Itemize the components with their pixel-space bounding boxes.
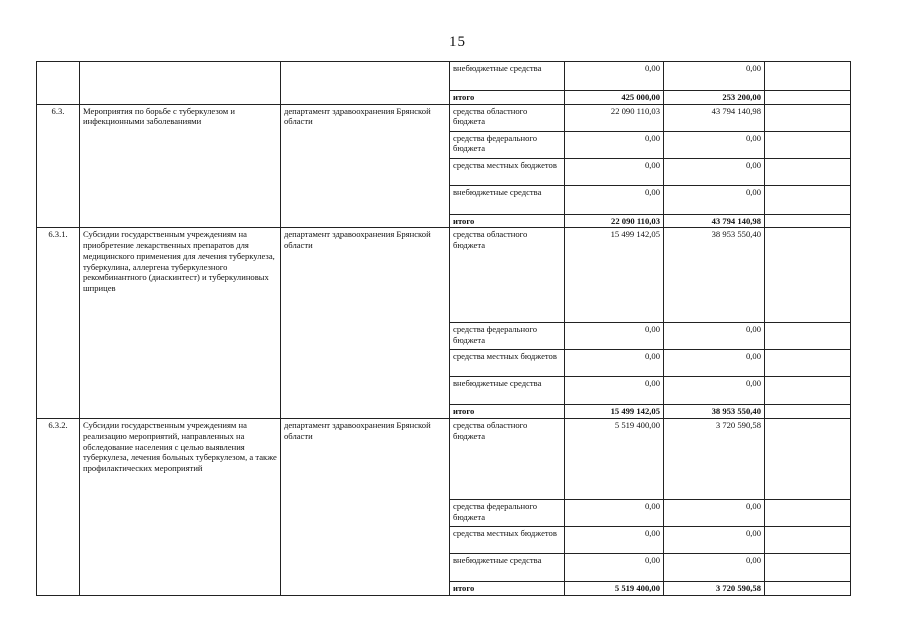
value-col1: 0,00 [565,527,664,554]
extra-cell [765,104,851,131]
row-number: 6.3. [37,104,80,228]
funding-source: средства областного бюджета [450,228,565,323]
row-name: Субсидии государственным учреждениям на реализацию мероприятий, направленных на обследование населения с целью выявления туберкулеза, лечения больных туберкулезом, а также профилактических мероприятий [80,419,281,596]
value-col2: 0,00 [664,350,765,377]
value-col2: 0,00 [664,158,765,185]
value-col1: 0,00 [565,554,664,582]
row-number: 6.3.1. [37,228,80,419]
extra-cell [765,350,851,377]
extra-cell [765,405,851,419]
funding-source: внебюджетные средства [450,62,565,91]
value-col1: 22 090 110,03 [565,104,664,131]
extra-cell [765,323,851,350]
extra-cell [765,554,851,582]
funding-source: итого [450,405,565,419]
extra-cell [765,131,851,158]
value-col2: 0,00 [664,500,765,527]
funding-source: внебюджетные средства [450,377,565,405]
funding-source: средства федерального бюджета [450,131,565,158]
value-col2: 0,00 [664,62,765,91]
row-department [281,62,450,105]
funding-source: внебюджетные средства [450,185,565,214]
funding-source: средства областного бюджета [450,104,565,131]
extra-cell [765,91,851,105]
row-department: департамент здравоохранения Брянской области [281,228,450,419]
funding-source: средства федерального бюджета [450,500,565,527]
extra-cell [765,527,851,554]
value-col2: 253 200,00 [664,91,765,105]
extra-cell [765,185,851,214]
extra-cell [765,500,851,527]
extra-cell [765,214,851,228]
table-row [37,62,851,91]
funding-source: средства местных бюджетов [450,350,565,377]
value-col2: 3 720 590,58 [664,582,765,596]
value-col2: 0,00 [664,131,765,158]
value-col2: 0,00 [664,554,765,582]
value-col2: 0,00 [664,185,765,214]
value-col2: 38 953 550,40 [664,228,765,323]
extra-cell [765,419,851,500]
table-row [37,228,851,323]
value-col2: 0,00 [664,323,765,350]
value-col2: 0,00 [664,377,765,405]
value-col1: 0,00 [565,377,664,405]
extra-cell [765,377,851,405]
extra-cell [765,62,851,91]
value-col1: 0,00 [565,131,664,158]
funding-source: итого [450,214,565,228]
value-col2: 43 794 140,98 [664,214,765,228]
row-number [37,62,80,105]
row-number: 6.3.2. [37,419,80,596]
funding-source: средства местных бюджетов [450,158,565,185]
table-row [37,104,851,131]
row-name: Мероприятия по борьбе с туберкулезом и инфекционными заболеваниями [80,104,281,228]
row-department: департамент здравоохранения Брянской области [281,419,450,596]
value-col1: 15 499 142,05 [565,228,664,323]
funding-source: итого [450,582,565,596]
value-col1: 0,00 [565,500,664,527]
value-col1: 425 000,00 [565,91,664,105]
extra-cell [765,158,851,185]
value-col1: 0,00 [565,62,664,91]
row-department: департамент здравоохранения Брянской области [281,104,450,228]
value-col2: 43 794 140,98 [664,104,765,131]
value-col1: 0,00 [565,323,664,350]
value-col1: 22 090 110,03 [565,214,664,228]
row-name [80,62,281,105]
value-col2: 38 953 550,40 [664,405,765,419]
value-col1: 0,00 [565,158,664,185]
funding-source: внебюджетные средства [450,554,565,582]
extra-cell [765,582,851,596]
value-col1: 0,00 [565,185,664,214]
value-col2: 3 720 590,58 [664,419,765,500]
funding-source: итого [450,91,565,105]
funding-source: средства областного бюджета [450,419,565,500]
funding-source: средства федерального бюджета [450,323,565,350]
budget-table [36,61,851,596]
row-name: Субсидии государственным учреждениям на приобретение лекарственных препаратов для медицинского применения для лечения туберкулеза, туберкулина, аллергена туберкулезного рекомбинантного (диаскинтест) и туберкулиновых шприцев [80,228,281,419]
page-number: 15 [449,34,466,50]
value-col1: 0,00 [565,350,664,377]
value-col1: 5 519 400,00 [565,419,664,500]
value-col2: 0,00 [664,527,765,554]
value-col1: 15 499 142,05 [565,405,664,419]
extra-cell [765,228,851,323]
value-col1: 5 519 400,00 [565,582,664,596]
funding-source: средства местных бюджетов [450,527,565,554]
table-row [37,419,851,500]
